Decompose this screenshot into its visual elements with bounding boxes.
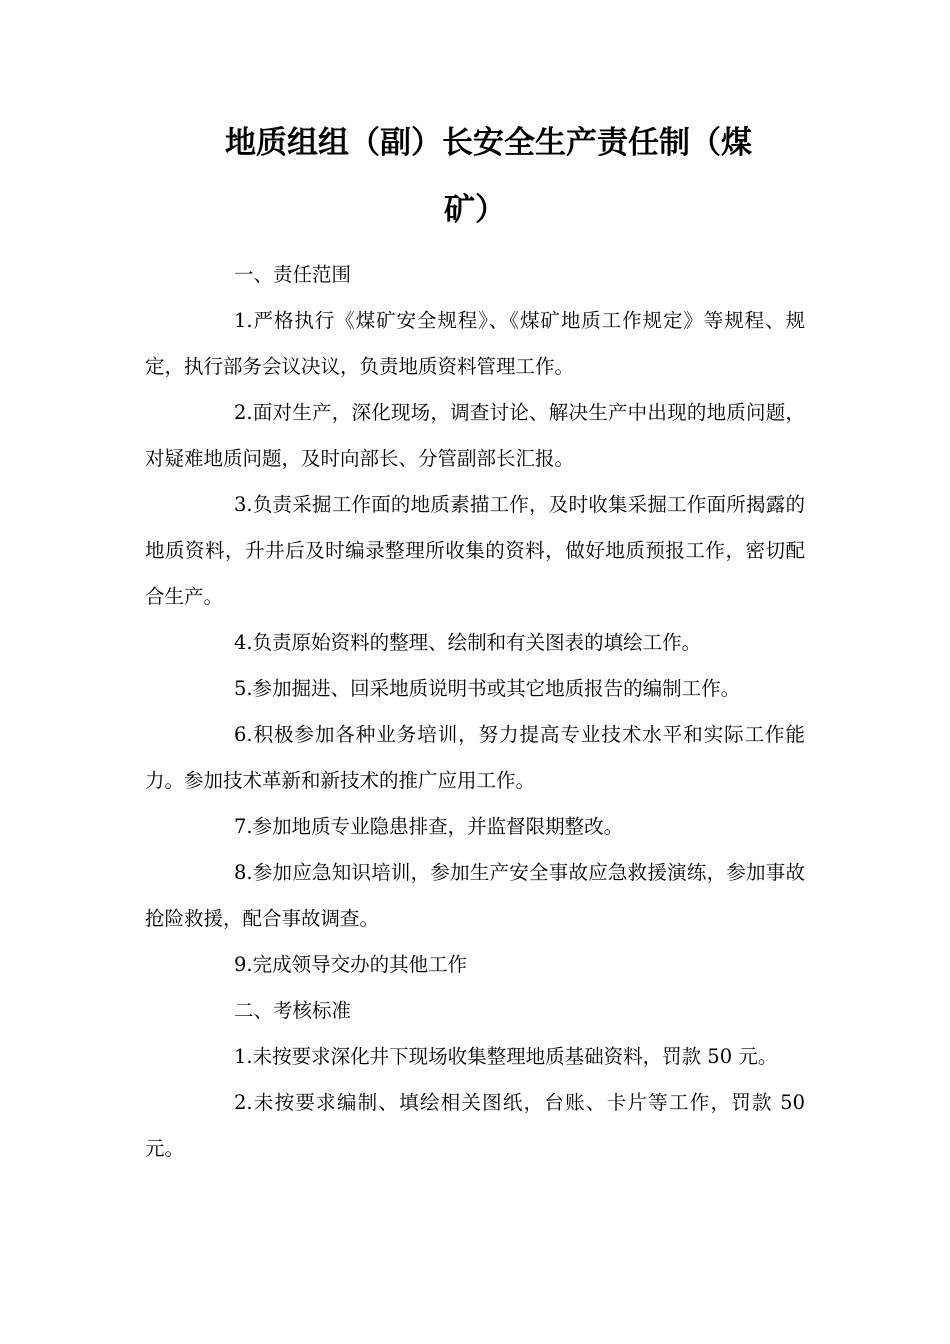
responsibility-item: 6.积极参加各种业务培训，努力提高专业技术水平和实际工作能力。参加技术革新和新技术的推广应用工作。 <box>145 723 805 792</box>
assessment-item: 2.未按要求编制、填绘相关图纸，台账、卡片等工作，罚款 50 元。 <box>145 1091 805 1160</box>
responsibility-item: 3.负责采掘工作面的地质素描工作，及时收集采掘工作面所揭露的地质资料，升井后及时编录整理所收集的资料，做好地质预报工作，密切配合生产。 <box>145 493 805 608</box>
responsibility-item: 9.完成领导交办的其他工作 <box>234 953 468 976</box>
document-title-line-2: 矿） <box>444 192 506 228</box>
document-body <box>145 252 805 1172</box>
assessment-item: 1.未按要求深化井下现场收集整理地质基础资料，罚款 50 元。 <box>234 1045 778 1068</box>
responsibility-item: 4.负责原始资料的整理、绘制和有关图表的填绘工作。 <box>234 631 702 654</box>
section-heading-assessment: 二、考核标准 <box>234 999 352 1022</box>
responsibility-item: 2.面对生产，深化现场，调查讨论、解决生产中出现的地质问题，对疑难地质问题，及时向部长、分管副部长汇报。 <box>145 401 805 470</box>
responsibility-item: 5.参加掘进、回采地质说明书或其它地质报告的编制工作。 <box>234 677 741 700</box>
responsibility-item: 7.参加地质专业隐患排查，并监督限期整改。 <box>234 815 624 838</box>
section-heading-responsibility: 一、责任范围 <box>234 263 352 286</box>
document-title-line-1: 地质组组（副）长安全生产责任制（煤 <box>225 125 752 161</box>
responsibility-item: 1.严格执行《煤矿安全规程》、《煤矿地质工作规定》等规程、规定，执行部务会议决议，负责地质资料管理工作。 <box>145 309 805 378</box>
responsibility-item: 8.参加应急知识培训，参加生产安全事故应急救援演练，参加事故抢险救援，配合事故调查。 <box>145 861 805 930</box>
